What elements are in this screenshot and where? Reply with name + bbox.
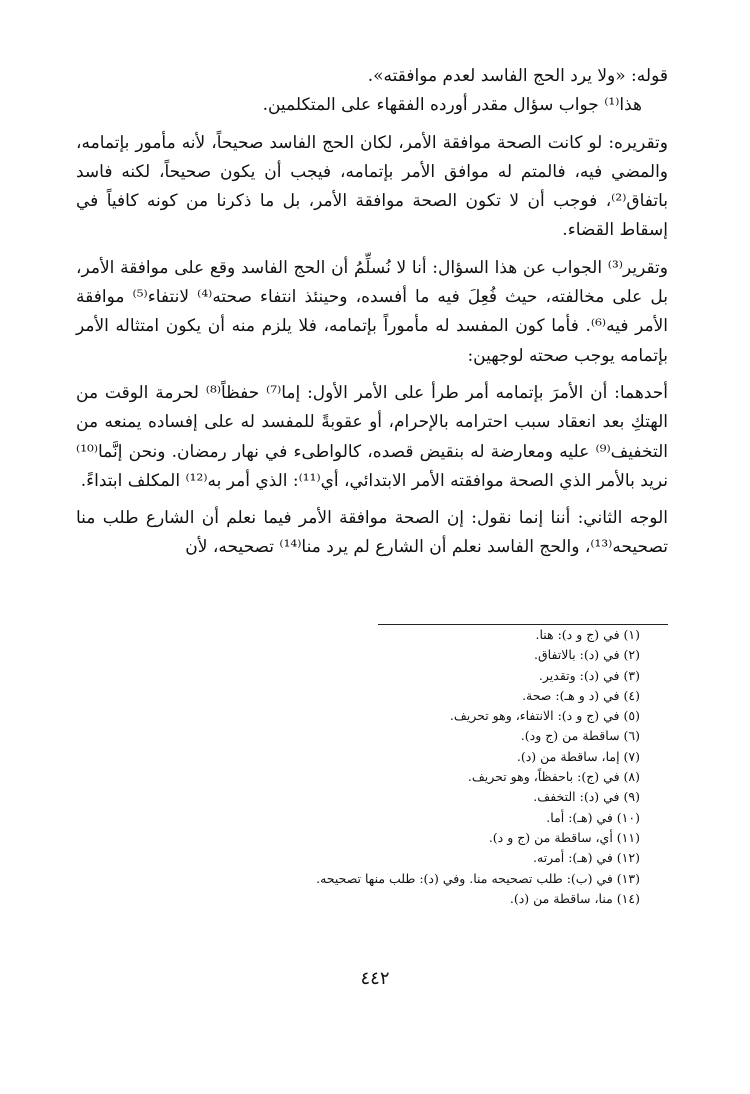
main-text <box>76 62 668 563</box>
paragraph-6: الوجه الثاني: أننا إنما نقول: إن الصحة موافقة الأمر فيما نعلم أن الشارع طلب منا تصحيحه⁽¹³⁾، والحج الفاسد نعلم أن الشارع لم يرد منا⁽¹⁴⁾ تصحيحه، لأن <box>76 508 668 558</box>
footnote-12: (١٢) في (هـ): أمرته. <box>533 850 640 866</box>
page-number: ٤٤٢ <box>360 968 390 989</box>
footnote-9: (٩) في (د): التخفف. <box>533 789 640 805</box>
paragraph-1: قوله: «ولا يرد الحج الفاسد لعدم موافقته». <box>367 66 668 86</box>
footnote-14: (١٤) منا، ساقطة من (د). <box>509 890 640 906</box>
footnote-8: (٨) في (ج): باحفظاً، وهو تحريف. <box>467 769 640 785</box>
footnote-4: (٤) في (د و هـ): صحة. <box>522 687 640 703</box>
footnote-5: (٥) في (ج و د): الانتفاء، وهو تحريف. <box>449 708 640 724</box>
paragraph-4: وتقرير⁽³⁾ الجواب عن هذا السؤال: أنا لا نُسلِّمُ أن الحج الفاسد وقع على موافقة الأمر، بل على مخالفته، حيث فُعِلَ فيه ما أفسده، وحينئذ انتفاء صحته⁽⁴⁾ لانتفاء⁽⁵⁾ موافقة الأمر فيه⁽⁶⁾. فأما كون المفسد له مأموراً بإتمامه، فلا يلزم منه أن يكون امتثاله الأمر بإتمامه يوجب صحته لوجهين: <box>76 257 669 366</box>
footnote-1: (١) في (ج و د): هنا. <box>535 627 640 642</box>
footnotes <box>80 625 640 909</box>
paragraph-5: أحدهما: أن الأمرَ بإتمامه أمر طرأ على الأمر الأول: إما⁽⁷⁾ حفظاً⁽⁸⁾ لحرمة الوقت من الهتكِ بعد انعقاد سبب احترامه بالإحرام، أو عقوبةً للمفسد له على إفساده يمنعه من التخفيف⁽⁹⁾ عليه ومعارضة له بنقيض قصده، كالواطىء في نهار رمضان. ونحن إنَّما⁽¹⁰⁾ نريد بالأمر الذي الصحة موافقته الأمر الابتدائي، أي⁽¹¹⁾: الذي أمر به⁽¹²⁾ المكلف ابتداءً. <box>76 382 668 491</box>
footnote-7: (٧) إما، ساقطة من (د). <box>516 748 640 764</box>
footnote-6: (٦) ساقطة من (ج ود). <box>520 728 640 744</box>
paragraph-3: وتقريره: لو كانت الصحة موافقة الأمر، لكان الحج الفاسد صحيحاً، لأنه مأمور بإتمامه، والمضي فيه، فالمتم له موافق الأمر بإتمامه، فيجب أن يكون صحيحاً، لكنه فاسد باتفاق⁽²⁾، فوجب أن لا تكون الصحة موافقة الأمر، بل ما ذكرنا من كونه كافياً في إسقاط القضاء. <box>76 132 668 241</box>
paragraph-2: هذا⁽¹⁾ جواب سؤال مقدر أورده الفقهاء على المتكلمين. <box>262 95 642 116</box>
footnote-3: (٣) في (د): وتقدير. <box>538 667 640 683</box>
footnote-11: (١١) أي، ساقطة من (ج و د). <box>488 829 640 845</box>
footnote-13: (١٣) في (ب): طلب تصحيحه منا. وفي (د): طلب منها تصحيحه. <box>316 870 640 886</box>
footnote-10: (١٠) في (هـ): أما. <box>546 809 640 825</box>
footnote-2: (٢) في (د): بالاتفاق. <box>533 647 640 663</box>
